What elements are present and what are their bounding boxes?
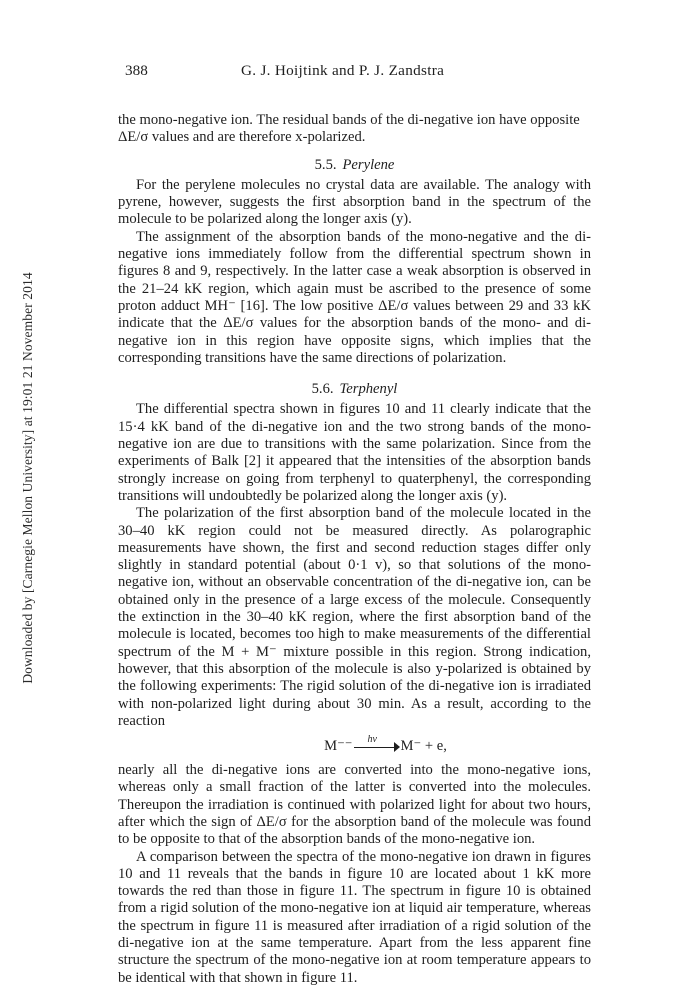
paragraph: A comparison between the spectra of the mono-negative ion drawn in figures 10 and 11 reveals that the bands in figure 10 are located about 1 kK more towards the red than those in figure 11. The spectrum in figure 10 is obtained from a rigid solution of the mono-negative ion at liquid air temperature, whereas the spectrum in figure 11 is measured after irradiation of a rigid solution of the di-negative ion at the same temperature. Apart from the less apparent fine structure the spectrum of the mono-negative ion at room temperature appears to be identical with that shown in figure 11.: [118, 848, 591, 986]
paragraph-continued: [118, 112, 591, 147]
section-number: 5.5.: [314, 156, 337, 173]
running-head: [125, 62, 590, 82]
equation-rhs: M⁻ + e,: [400, 738, 447, 755]
paragraph-continued: nearly all the di-negative ions are converted into the mono-negative ions, whereas only a small fraction of the latter is converted into the molecules. Thereupon the irradiation is continued with polarized light for about two hours, after which the sign of ΔE/σ for the absorption band of the molecule was found to be opposite to that of the absorption bands of the mono-negative ion.: [118, 762, 591, 848]
section-title: Perylene: [342, 156, 395, 173]
page-number: 388: [125, 62, 148, 79]
paragraph-line: the mono-negative ion. The residual bands of the di-negative ion have opposite: [118, 112, 580, 128]
paragraph: For the perylene molecules no crystal data are available. The analogy with pyrene, however, suggests the first absorption band in the spectrum of the molecule to be polarized along the longer axis (y).: [118, 176, 591, 228]
arrow-label: hν: [367, 733, 377, 745]
download-watermark: Downloaded by [Carnegie Mellon University] at 19:01 21 November 2014: [20, 272, 35, 684]
paragraph: The differential spectra shown in figures 10 and 11 clearly indicate that the 15·4 kK band of the di-negative ion and the two strong bands of the mono-negative ion are due to transitions with the same polarization. Since from the experiments of Balk [2] it appeared that the intensities of the absorption bands strongly increase on going from terphenyl to quaterphenyl, the corresponding transitions will undoubtedly be polarized along the longer axis (y).: [118, 401, 591, 504]
equation-lhs: M⁻⁻: [324, 738, 353, 755]
section-heading-perylene: [118, 157, 591, 174]
paragraph: The assignment of the absorption bands of the mono-negative and the di-negative ions immediately follow from the differential spectrum shown in figures 8 and 9, respectively. In the latter case a weak absorption is observed in the 21–24 kK region, which again must be ascribed to the presence of some proton adduct MH⁻ [16]. The low positive ΔE/σ values between 29 and 33 kK indicate that the ΔE/σ values for the absorption bands of the mono- and di-negative ion in this region have opposite signs, which implies that the corresponding transitions have the same directions of polarization.: [118, 228, 591, 366]
paragraph-line: ΔE/σ values and are therefore x-polarized.: [118, 129, 366, 146]
running-head-authors: G. J. Hoijtink and P. J. Zandstra: [241, 62, 445, 79]
section-number: 5.6.: [311, 381, 334, 398]
section-heading-terphenyl: [118, 381, 591, 398]
reaction-equation: [180, 733, 591, 758]
reaction-arrow-icon: [354, 733, 400, 753]
section-title: Terphenyl: [339, 381, 398, 398]
article-body: [118, 112, 591, 987]
paragraph: The polarization of the first absorption band of the molecule located in the 30–40 kK region could not be measured directly. As polarographic measurements have shown, the first and second reduction stages differ only slightly in standard potential (about 0·1 v), so that solutions of the mono-negative ion, without an observable concentration of the di-negative ion, can be obtained only in the presence of a large excess of the molecule. Consequently the extinction in the 30–40 kK region, where the first absorption band of the molecule is located, becomes too high to make measurements of the differential spectrum of the M + M⁻ mixture possible in this region. Strong indication, however, that this absorption of the molecule is also y-polarized is obtained by the following experiments: The rigid solution of the di-negative ion is irradiated with non-polarized light during about 30 min. As a result, according to the reaction: [118, 505, 591, 729]
